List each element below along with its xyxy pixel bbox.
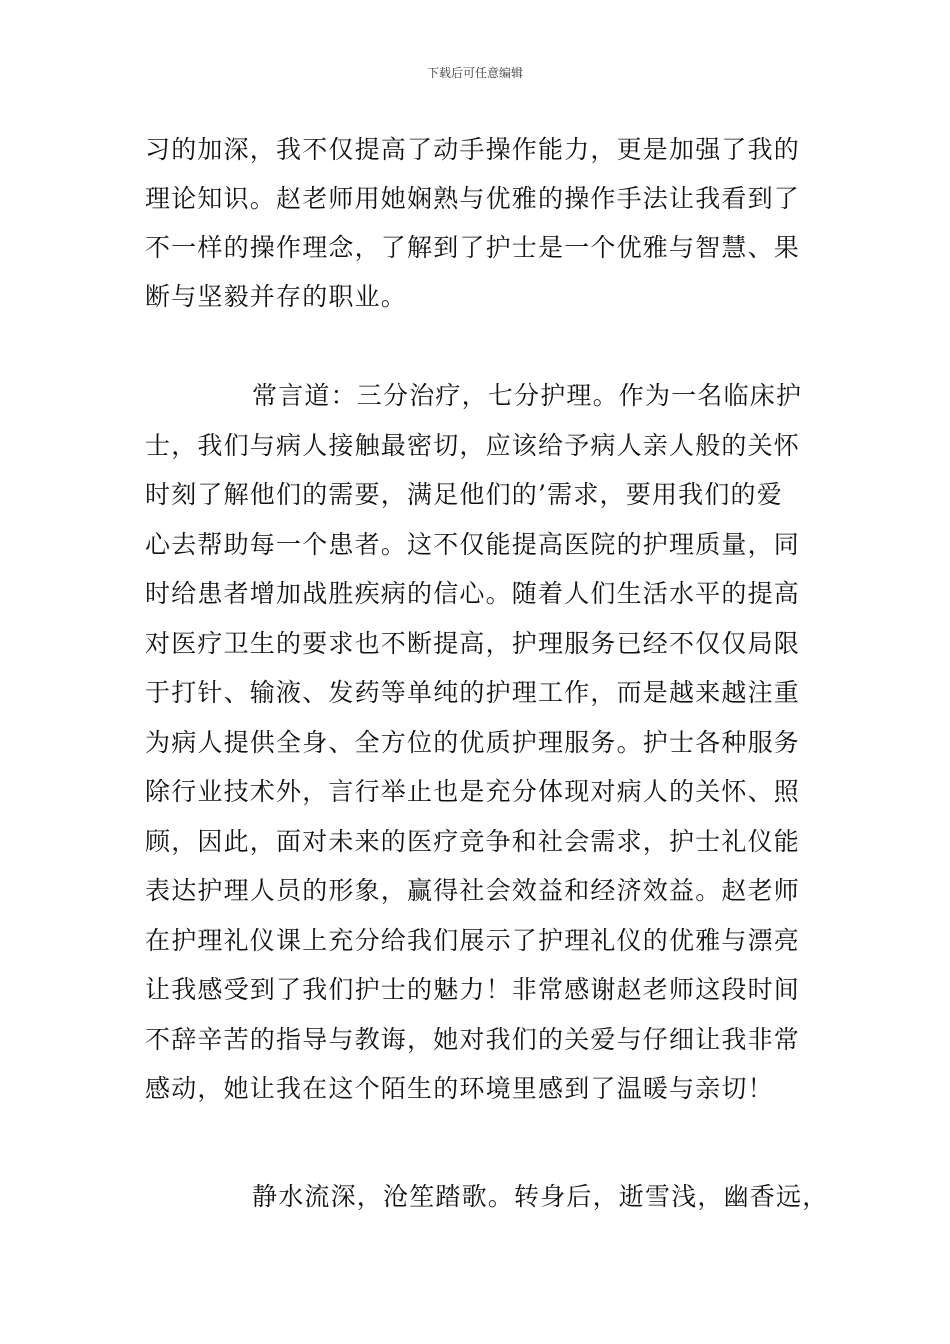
text-line: 感动，她让我在这个陌生的环境里感到了温暖与亲切！ (145, 1074, 774, 1103)
text-line: 常言道：三分治疗，七分护理。作为一名临床护 (252, 381, 803, 410)
text-line: 断与坚毅并存的职业。 (145, 282, 408, 311)
text-line: 心去帮助每一个患者。这不仅能提高医院的护理质量，同 (145, 530, 801, 559)
text-line: 除行业技术外，言行举止也是充分体现对病人的关怀、照 (145, 777, 801, 806)
text-line: 士，我们与病人接触最密切，应该给予病人亲人般的关怀 (145, 431, 801, 460)
text-line: 理论知识。赵老师用她娴熟与优雅的操作手法让我看到了 (145, 184, 801, 213)
text-line: 顾，因此，面对未来的医疗竞争和社会需求，护士礼仪能 (145, 827, 801, 856)
text-line: 时给患者增加战胜疾病的信心。随着人们生活水平的提高 (145, 579, 801, 608)
text-line: 让我感受到了我们护士的魅力！非常感谢赵老师这段时间 (145, 975, 801, 1004)
text-line: 在护理礼仪课上充分给我们展示了护理礼仪的优雅与漂亮 (145, 926, 801, 955)
text-line: 时刻了解他们的需要，满足他们的’需求，要用我们的爱 (145, 480, 783, 509)
text-line: 表达护理人员的形象，赢得社会效益和经济效益。赵老师 (145, 876, 801, 905)
text-line: 习的加深，我不仅提高了动手操作能力，更是加强了我的 (145, 135, 801, 164)
text-line: 不辞辛苦的指导与教诲，她对我们的关爱与仔细让我非常 (145, 1025, 801, 1054)
text-line: 静水流深，沧笙踏歌。转身后，逝雪浅，幽香远， (252, 1182, 829, 1211)
text-line: 为病人提供全身、全方位的优质护理服务。护士各种服务 (145, 728, 801, 757)
text-line: 于打针、输液、发药等单纯的护理工作，而是越来越注重 (145, 678, 801, 707)
text-line: 不一样的操作理念，了解到了护士是一个优雅与智慧、果 (145, 233, 801, 262)
page-header: 下载后可任意编辑 (426, 66, 523, 80)
text-line: 对医疗卫生的要求也不断提高，护理服务已经不仅仅局限 (145, 629, 801, 658)
